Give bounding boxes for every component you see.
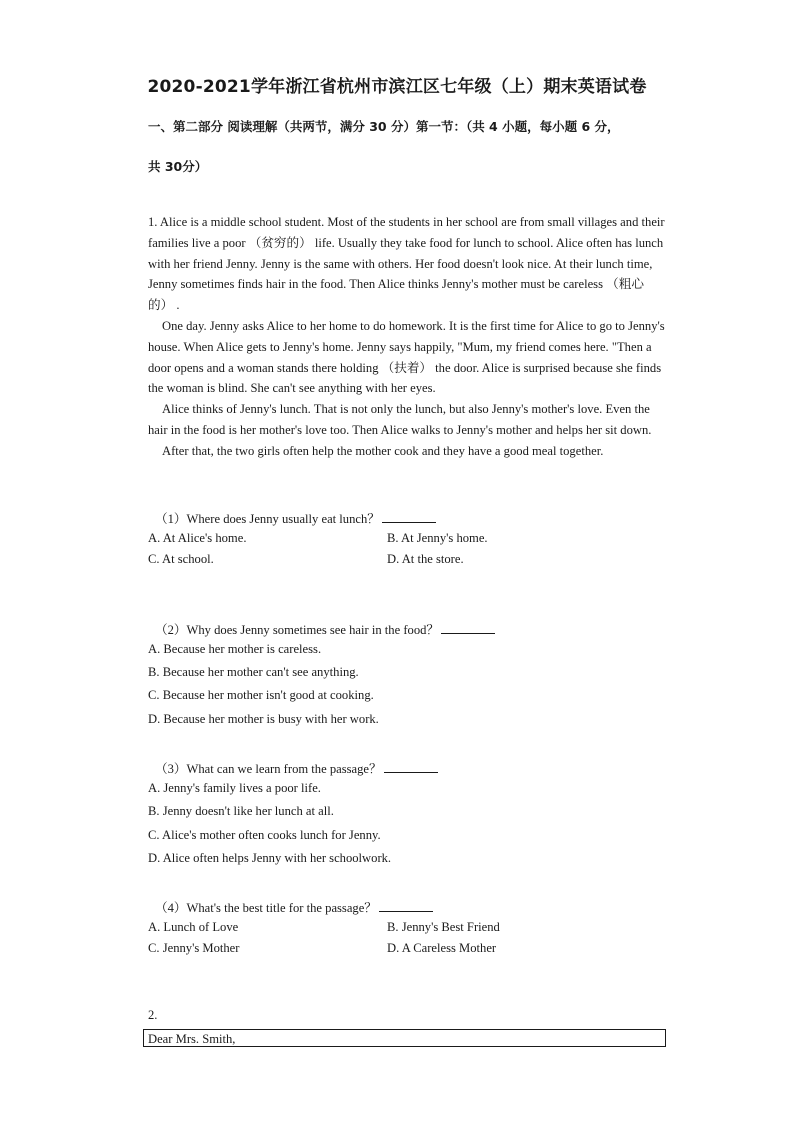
question-1-option-a[interactable]: A. At Alice's home. [148,531,247,545]
item-2-number: 2. [148,1008,158,1022]
question-3-option-b[interactable]: B. Jenny doesn't like her lunch at all. [148,804,334,818]
question-3-option-a[interactable]: A. Jenny's family lives a poor life. [148,781,321,795]
question-4-option-b[interactable]: B. Jenny's Best Friend [387,920,500,934]
page-title: 2020-2021学年浙江省杭州市滨江区七年级（上）期末英语试卷 [147,77,647,97]
question-3-stem [155,758,438,777]
question-4-answer-blank[interactable] [379,901,433,912]
question-1-option-c[interactable]: C. At school. [148,552,214,566]
question-4-text: （4）What's the best title for the passage？ [155,901,377,915]
question-3-text: （3）What can we learn from the passage？ [155,762,382,776]
question-3-answer-blank[interactable] [384,762,438,773]
question-4-option-a[interactable]: A. Lunch of Love [148,920,239,934]
letter-greeting: Dear Mrs. Smith, [148,1032,236,1046]
question-2-option-b[interactable]: B. Because her mother can't see anything. [148,665,359,679]
question-1-text: （1）Where does Jenny usually eat lunch？ [155,512,380,526]
section-heading-line-2: 共 30分） [148,159,208,174]
passage-paragraph-2: One day. Jenny asks Alice to her home to do homework. It is the first time for Alice to go to Jenny's house. When Alice gets to Jenny's home. Jenny says happily, "Mum, my friend comes here. "Then a door opens and a woman stands there holding （扶着） the door. Alice is surprised because she finds the woman is blind. She can't see anything with her eyes. [148,318,665,396]
question-4-option-c[interactable]: C. Jenny's Mother [148,941,240,955]
passage-paragraph-4: After that, the two girls often help the mother cook and they have a good meal together. [162,443,604,458]
section-heading-line-1: 一、第二部分 阅读理解（共两节，满分 30 分）第一节：（共 4 小题，每小题 6 分， [148,119,620,134]
question-2-text: （2）Why does Jenny sometimes see hair in the food？ [155,623,440,637]
question-1-answer-blank[interactable] [382,512,436,523]
letter-box [143,1029,666,1047]
question-2-stem [155,619,495,638]
question-2-option-c[interactable]: C. Because her mother isn't good at cooking. [148,688,374,702]
passage-paragraph-1: 1. Alice is a middle school student. Most of the students in her school are from small villages and their families live a poor （贫穷的） life. Usually they take food for lunch to school. Alice often has lunch with her friend Jenny. Jenny is the same with others. Her food doesn't look nice. At their lunch time, Jenny sometimes finds hair in the food. Then Alice thinks Jenny's mother must be careless （粗心的） . [148,215,665,313]
passage-paragraph-3: Alice thinks of Jenny's lunch. That is not only the lunch, but also Jenny's mother's love. Even the hair in the food is her mother's love too. Then Alice walks to Jenny's mother and helps her sit down. [148,402,652,437]
question-3-option-d[interactable]: D. Alice often helps Jenny with her schoolwork. [148,851,392,865]
question-2-option-a[interactable]: A. Because her mother is careless. [148,642,322,656]
question-1-stem [155,508,436,527]
question-3-option-c[interactable]: C. Alice's mother often cooks lunch for Jenny. [148,828,381,842]
question-1-option-b[interactable]: B. At Jenny's home. [387,531,488,545]
question-4-option-d[interactable]: D. A Careless Mother [387,941,497,955]
reading-passage [148,212,668,462]
question-4-stem [155,897,433,916]
question-1-option-d[interactable]: D. At the store. [387,552,464,566]
question-2-answer-blank[interactable] [441,623,495,634]
question-2-option-d[interactable]: D. Because her mother is busy with her work. [148,712,379,726]
